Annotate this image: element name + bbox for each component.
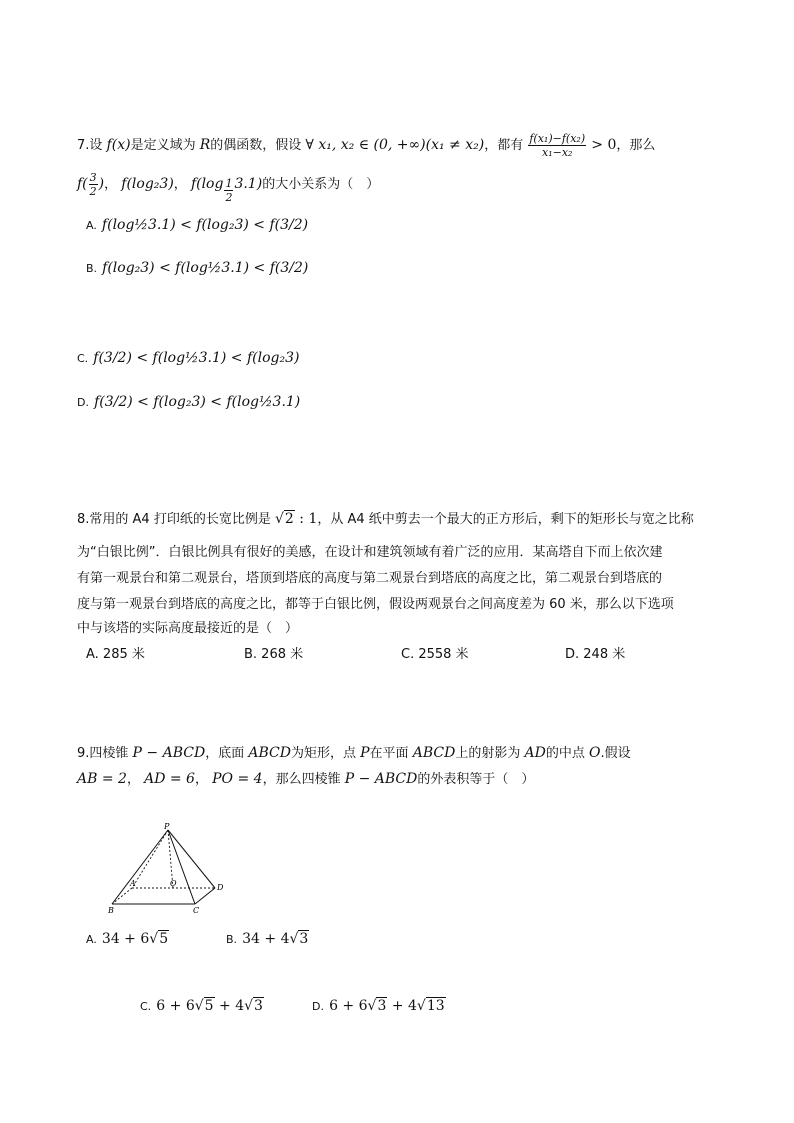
q9-option-b-sqrt: √3 — [289, 931, 309, 947]
label-d: D — [217, 883, 224, 892]
q7-term2: f(log₂3) — [121, 176, 174, 192]
q8-line5: 中与该塔的实际高度最接近的是（ ） — [77, 621, 299, 636]
q8-option-c[interactable]: C. 2558 米 — [401, 647, 469, 662]
q7-is-even: 是定义域为 — [130, 138, 196, 153]
q7-option-d[interactable] — [77, 391, 300, 410]
label-a: A — [130, 879, 136, 888]
q7-option-c[interactable] — [77, 347, 299, 366]
q7-option-c-label: C. — [77, 352, 89, 365]
q7-frac-den: x₁−x₂ — [542, 146, 573, 159]
q7-fx: f(x) — [106, 137, 131, 153]
q7-term1-num: 3 — [89, 171, 97, 184]
q9-option-c-label: C. — [140, 1000, 152, 1013]
q9-option-c-sqrt1: √5 — [194, 998, 214, 1014]
q7-term1-frac — [89, 172, 98, 197]
q9-suppose-text: .假设 — [600, 746, 631, 761]
q9-option-a-expr: 34 + 6 — [101, 931, 150, 947]
q7-term1-close: ) — [98, 176, 105, 192]
q7-sep1: ， — [104, 177, 118, 192]
q9-line1 — [77, 744, 631, 763]
q9-ad: AD — [524, 745, 546, 761]
q7-term1-f: f( — [77, 176, 88, 192]
q9-abcd: ABCD — [248, 745, 291, 761]
q7-term3-arg: 3.1) — [234, 176, 263, 192]
q7-prefix: 7.设 — [77, 138, 103, 153]
label-b: B — [108, 906, 114, 915]
q9-option-a-sqrt: √5 — [149, 931, 169, 947]
q7-term1-den: 2 — [89, 185, 97, 198]
q7-option-b[interactable] — [86, 257, 308, 276]
q9-option-c-expr-b: + 4 — [214, 998, 245, 1014]
q9-option-a-rad: 5 — [159, 931, 169, 947]
q9-mid-text: 的中点 — [545, 746, 585, 761]
q8-option-d[interactable]: D. 248 米 — [565, 647, 626, 662]
q9-then-text: ，那么四棱锥 — [262, 772, 341, 787]
q8-ratio: : 1 — [294, 511, 318, 527]
q7-term3-base — [224, 178, 233, 203]
q7-term3-log: f(log — [190, 176, 224, 192]
q8-line1-start: 8.常用的 A4 打印纸的长宽比例是 — [77, 512, 271, 527]
q9-proj-text: 上的射影为 — [455, 746, 521, 761]
q7-ask: 的大小关系为（ ） — [262, 177, 380, 192]
q9-option-a-label: A. — [86, 933, 97, 946]
q9-ask: 的外表积等于（ ） — [417, 772, 535, 787]
q7-option-b-expr: f(log₂3) < f(log½3.1) < f(3/2) — [102, 260, 309, 276]
q7-have: ，都有 — [484, 138, 524, 153]
q7-option-d-label: D. — [77, 396, 89, 409]
q7-stem-line2 — [77, 171, 380, 204]
q7-difference-quotient — [528, 133, 586, 158]
q9-plane-text: 在平面 — [369, 746, 409, 761]
q8-line2: 为“白银比例”．白银比例具有很好的美感，在设计和建筑领域有着广泛的应用．某高塔自下而上依次建 — [77, 545, 663, 560]
q9-point-o: O — [588, 745, 601, 761]
q9-point-p: P — [360, 745, 370, 761]
q9-pyramid-figure — [100, 820, 230, 915]
label-o: O — [170, 879, 177, 888]
q7-option-b-label: B. — [86, 262, 98, 275]
q9-rect-text: 为矩形，点 — [290, 746, 356, 761]
q7-then: ，那么 — [616, 138, 656, 153]
q7-frac-num: f(x₁)−f(x₂) — [529, 132, 586, 145]
q8-sqrt2: √2 — [274, 511, 294, 527]
q9-option-d-sqrt1: √3 — [367, 998, 387, 1014]
label-c: C — [193, 906, 200, 915]
q9-option-b-rad: 3 — [299, 931, 309, 947]
q7-option-a[interactable] — [86, 214, 308, 233]
q7-R: R — [199, 137, 211, 153]
q9-base-text: ，底面 — [205, 746, 245, 761]
q9-pyramid-name-2: P − ABCD — [344, 771, 418, 787]
q9-option-c-expr-a: 6 + 6 — [156, 998, 195, 1014]
q9-line1-start: 9.四棱锥 — [77, 746, 129, 761]
q7-option-a-expr: f(log½3.1) < f(log₂3) < f(3/2) — [101, 217, 309, 233]
q9-option-d-label: D. — [312, 1000, 324, 1013]
q9-option-c[interactable] — [140, 995, 264, 1014]
q9-option-c-sqrt2: √3 — [244, 998, 263, 1014]
edge-pc — [168, 830, 195, 904]
q9-sep2: ， — [194, 772, 208, 787]
edge-pb — [112, 830, 168, 904]
q9-ad6: AD = 6 — [144, 771, 195, 787]
q8-line3: 有第一观景台和第二观景台，塔顶到塔底的高度与第二观景台到塔底的高度之比，第二观景台到塔底的 — [77, 571, 663, 586]
q7-forall: ∀ x₁, x₂ ∈ (0, +∞)(x₁ ≠ x₂) — [305, 137, 485, 153]
q7-option-c-expr: f(3/2) < f(log½3.1) < f(log₂3) — [93, 350, 300, 366]
q9-option-b-label: B. — [226, 933, 238, 946]
q9-option-d-sqrt2: √13 — [416, 998, 445, 1014]
q9-option-c-rad1: 5 — [204, 998, 214, 1014]
q7-sep2: ， — [173, 177, 187, 192]
edge-pa — [132, 830, 168, 888]
q7-even-func: 的偶函数，假设 — [210, 138, 302, 153]
label-p: P — [164, 822, 170, 831]
q7-option-a-label: A. — [86, 219, 97, 232]
q9-option-d-expr-a: 6 + 6 — [329, 998, 368, 1014]
q9-option-b-expr: 34 + 4 — [242, 931, 290, 947]
q9-ab: AB = 2 — [77, 771, 127, 787]
q9-option-d-rad1: 3 — [377, 998, 387, 1014]
q9-po: PO = 4 — [212, 771, 263, 787]
q9-option-b[interactable] — [226, 928, 309, 947]
q9-line2 — [77, 770, 534, 789]
q8-line1 — [77, 510, 694, 529]
q7-gt0: > 0 — [591, 137, 617, 153]
q7-term3-base-num: 1 — [225, 177, 233, 190]
q7-stem-line1 — [77, 133, 655, 158]
q9-sep1: ， — [126, 772, 140, 787]
q9-abcd-2: ABCD — [412, 745, 456, 761]
q8-line4: 度与第一观景台到塔底的高度之比，都等于白银比例，假设两观景台之间高度差为 60 米，那么以下选项 — [77, 597, 674, 612]
q9-option-d[interactable] — [312, 995, 446, 1014]
q9-option-d-expr-b: + 4 — [387, 998, 417, 1014]
edge-cd — [195, 888, 215, 904]
q9-option-a[interactable] — [86, 928, 169, 947]
q8-sqrt2-rad: 2 — [284, 511, 294, 527]
q7-term3-base-den: 2 — [225, 191, 233, 204]
q8-option-b[interactable]: B. 268 米 — [244, 647, 304, 662]
q9-option-c-rad2: 3 — [254, 998, 263, 1014]
q7-option-d-expr: f(3/2) < f(log₂3) < f(log½3.1) — [94, 394, 301, 410]
q8-line1-end: ，从 A4 纸中剪去一个最大的正方形后，剩下的矩形长与宽之比称 — [317, 512, 694, 527]
q9-pyramid-name: P − ABCD — [132, 745, 206, 761]
q9-option-d-rad2: 13 — [426, 998, 445, 1014]
q8-option-a[interactable]: A. 285 米 — [86, 647, 145, 662]
